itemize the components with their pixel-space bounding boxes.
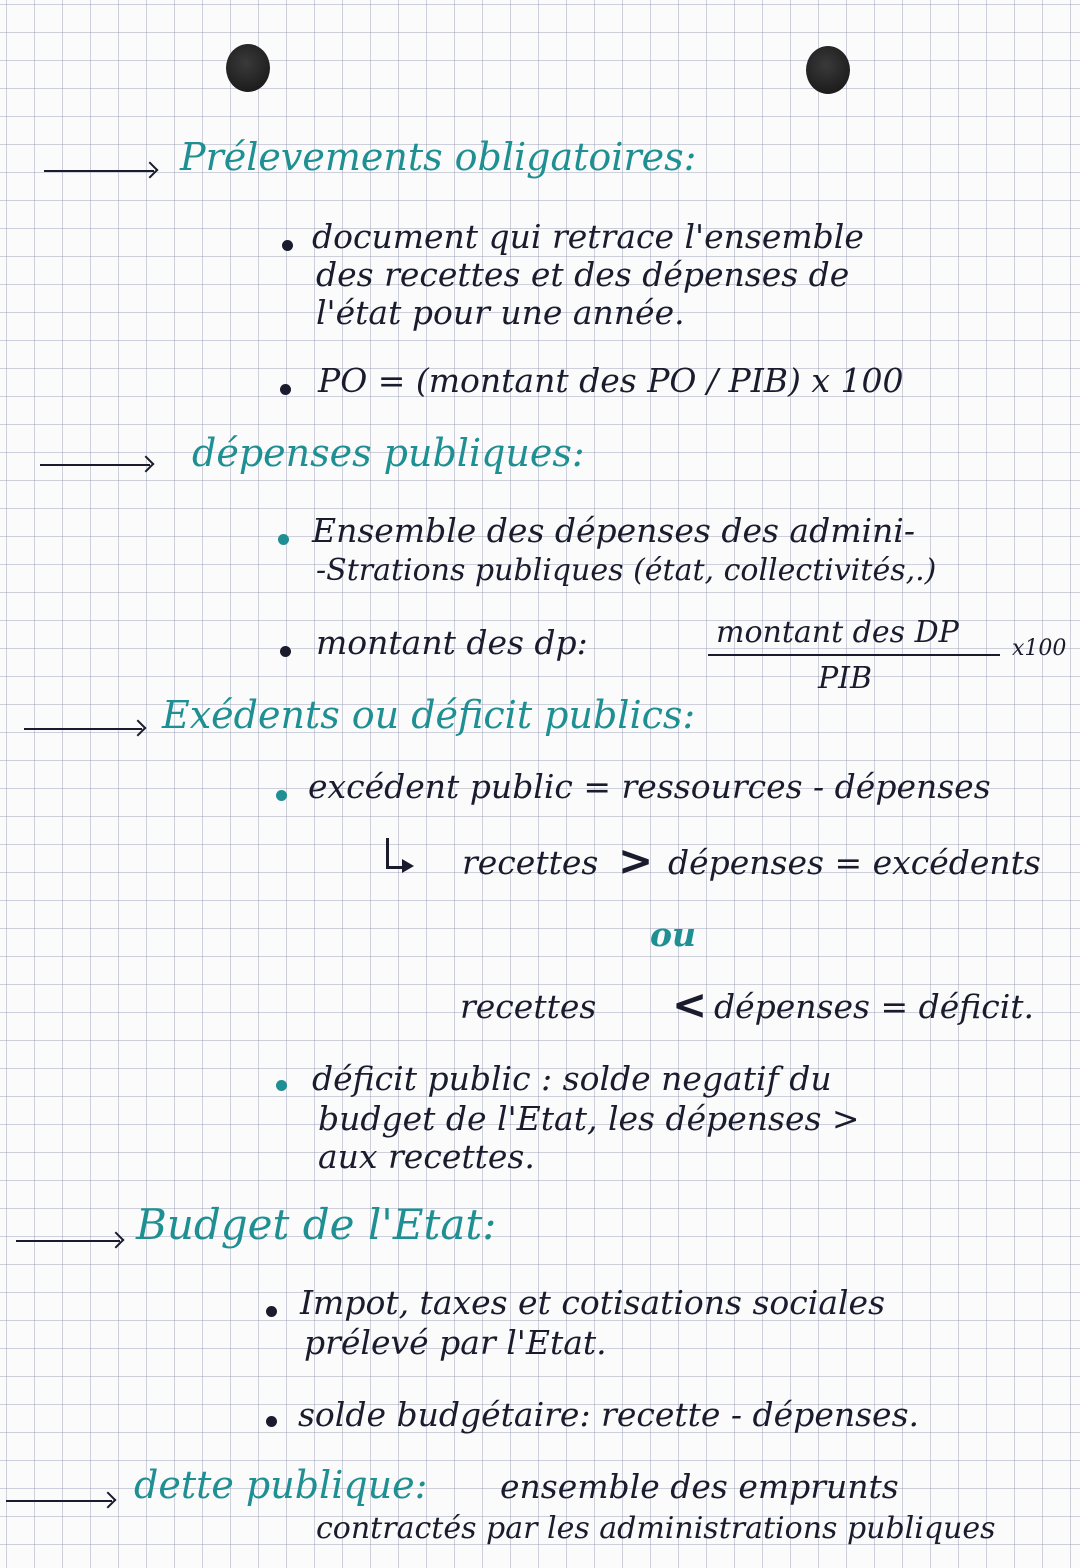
excedents-bullet2-line1: déficit public : solde negatif du bbox=[312, 1059, 832, 1098]
heading-prelevements: Prélevements obligatoires: bbox=[180, 135, 697, 179]
bullet bbox=[278, 534, 289, 545]
bullet bbox=[276, 1080, 287, 1091]
case2-right: dépenses = déficit. bbox=[714, 987, 1035, 1026]
heading-budget: Budget de l'Etat: bbox=[136, 1200, 497, 1249]
depenses-bullet1-line2: -Strations publiques (état, collectivités,.) bbox=[316, 553, 937, 588]
heading-arrow-prelevements bbox=[44, 170, 154, 172]
heading-arrow-budget bbox=[16, 1240, 120, 1242]
prelevements-bullet1-line3: l'état pour une année. bbox=[316, 293, 685, 332]
fraction-multiplier: x100 bbox=[1012, 636, 1067, 661]
bullet bbox=[282, 240, 293, 251]
greater-than-symbol: > bbox=[618, 836, 654, 885]
depenses-bullet1-line1: Ensemble des dépenses des admini- bbox=[312, 511, 916, 550]
bullet bbox=[276, 790, 287, 801]
budget-bullet2: solde budgétaire: recette - dépenses. bbox=[298, 1395, 920, 1434]
dette-text-line1: ensemble des emprunts bbox=[500, 1467, 899, 1506]
punch-hole-left bbox=[226, 44, 270, 92]
excedents-bullet2-line2: budget de l'Etat, les dépenses > bbox=[318, 1099, 860, 1138]
heading-depenses: dépenses publiques: bbox=[192, 431, 585, 475]
fraction-numerator: montant des DP bbox=[716, 615, 959, 650]
case1-left: recettes bbox=[462, 843, 599, 882]
heading-arrow-depenses bbox=[40, 464, 150, 466]
fraction-denominator: PIB bbox=[818, 661, 873, 696]
fraction-bar bbox=[708, 654, 1000, 656]
or-word: ou bbox=[650, 915, 697, 954]
depenses-bullet2-label: montant des dp: bbox=[316, 623, 588, 662]
bullet bbox=[280, 384, 291, 395]
heading-arrow-excedents bbox=[24, 728, 142, 730]
hook-arrow-head-icon bbox=[402, 859, 414, 873]
prelevements-formula: PO = (montant des PO / PIB) x 100 bbox=[318, 361, 904, 400]
excedents-bullet1: excédent public = ressources - dépenses bbox=[308, 767, 991, 806]
prelevements-bullet1-line2: des recettes et des dépenses de bbox=[316, 255, 850, 294]
budget-bullet1-line1: Impot, taxes et cotisations sociales bbox=[300, 1283, 886, 1322]
less-than-symbol: < bbox=[672, 980, 708, 1029]
bullet bbox=[266, 1416, 277, 1427]
bullet bbox=[266, 1306, 277, 1317]
case2-left: recettes bbox=[460, 987, 597, 1026]
prelevements-bullet1-line1: document qui retrace l'ensemble bbox=[312, 217, 864, 256]
heading-excedents: Exédents ou déficit publics: bbox=[162, 693, 696, 737]
dette-text-line2: contractés par les administrations publiques bbox=[316, 1511, 996, 1546]
heading-arrow-dette bbox=[6, 1500, 112, 1502]
case1-right: dépenses = excédents bbox=[668, 843, 1041, 882]
punch-hole-right bbox=[806, 46, 850, 94]
excedents-bullet2-line3: aux recettes. bbox=[318, 1137, 535, 1176]
heading-dette: dette publique: bbox=[134, 1463, 428, 1507]
bullet bbox=[280, 646, 291, 657]
budget-bullet1-line2: prélevé par l'Etat. bbox=[304, 1323, 607, 1362]
